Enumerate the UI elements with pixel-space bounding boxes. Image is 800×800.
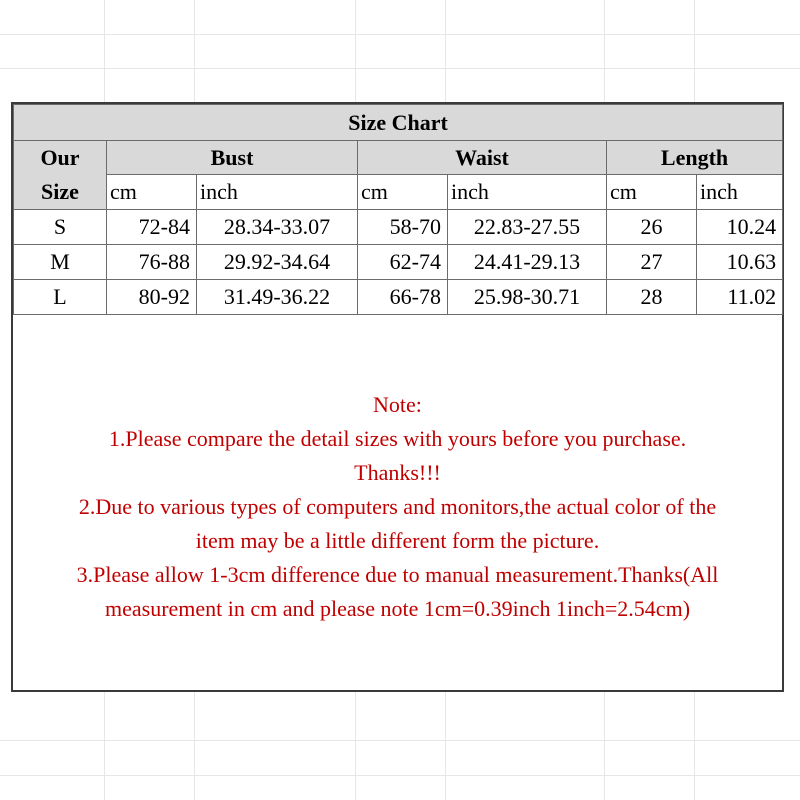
- note-line: 1.Please compare the detail sizes with yours before you purchase.: [108, 426, 687, 451]
- bust-inch-cell: 29.92-34.64: [197, 245, 358, 280]
- note-line: measurement in cm and please note 1cm=0.39inch 1inch=2.54cm): [104, 596, 691, 621]
- note-line: Thanks!!!: [354, 460, 441, 485]
- bust-header: Bust: [107, 141, 358, 175]
- waist-inch-cell: 22.83-27.55: [448, 210, 607, 245]
- unit-bust-inch: inch: [197, 175, 358, 210]
- size-header-line-2: Size: [41, 179, 79, 204]
- note-line: 2.Due to various types of computers and monitors,the actual color of the: [78, 494, 717, 519]
- table-row: [14, 280, 783, 315]
- length-cm-cell: 27: [607, 245, 697, 280]
- size-chart-sheet: [11, 102, 784, 692]
- unit-length-inch: inch: [697, 175, 783, 210]
- waist-inch-cell: 24.41-29.13: [448, 245, 607, 280]
- size-cell: M: [14, 245, 107, 280]
- size-cell: S: [14, 210, 107, 245]
- length-header: Length: [607, 141, 783, 175]
- waist-header: Waist: [358, 141, 607, 175]
- note-line: item may be a little different form the picture.: [195, 528, 600, 553]
- size-table: [13, 104, 783, 315]
- bust-cm-cell: 76-88: [107, 245, 197, 280]
- size-column-header: [14, 141, 107, 210]
- size-cell: L: [14, 280, 107, 315]
- note-line: 3.Please allow 1-3cm difference due to manual measurement.Thanks(All: [76, 562, 719, 587]
- waist-inch-cell: 25.98-30.71: [448, 280, 607, 315]
- length-inch-cell: 10.63: [697, 245, 783, 280]
- notes-block: [13, 388, 782, 626]
- bust-cm-cell: 72-84: [107, 210, 197, 245]
- unit-waist-cm: cm: [358, 175, 448, 210]
- waist-cm-cell: 66-78: [358, 280, 448, 315]
- unit-length-cm: cm: [607, 175, 697, 210]
- length-inch-cell: 11.02: [697, 280, 783, 315]
- bust-cm-cell: 80-92: [107, 280, 197, 315]
- length-cm-cell: 28: [607, 280, 697, 315]
- bust-inch-cell: 31.49-36.22: [197, 280, 358, 315]
- length-inch-cell: 10.24: [697, 210, 783, 245]
- waist-cm-cell: 58-70: [358, 210, 448, 245]
- unit-bust-cm: cm: [107, 175, 197, 210]
- length-cm-cell: 26: [607, 210, 697, 245]
- table-row: [14, 210, 783, 245]
- size-header-line-1: Our: [40, 145, 80, 170]
- table-row: [14, 245, 783, 280]
- bust-inch-cell: 28.34-33.07: [197, 210, 358, 245]
- table-title: Size Chart: [14, 105, 783, 141]
- waist-cm-cell: 62-74: [358, 245, 448, 280]
- note-heading: Note:: [373, 392, 422, 417]
- unit-waist-inch: inch: [448, 175, 607, 210]
